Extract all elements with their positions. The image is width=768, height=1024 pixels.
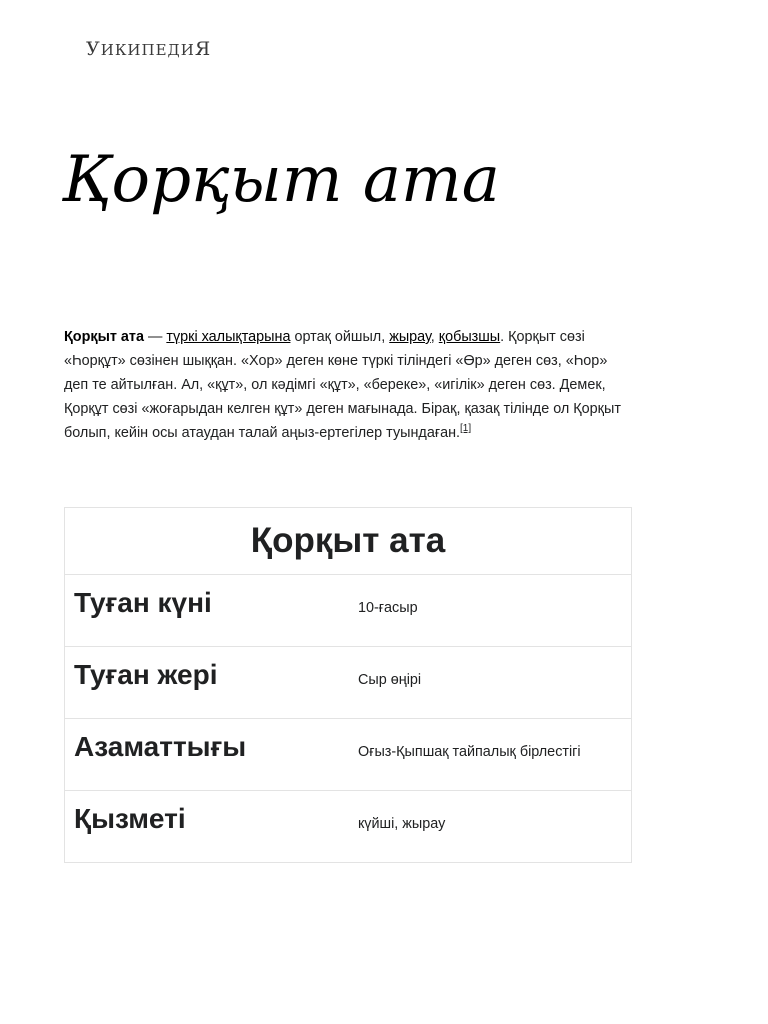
page-title: Қорқыт ата (62, 143, 500, 217)
infobox-label: Азаматтығы (74, 731, 247, 762)
infobox-row-citizenship (65, 719, 631, 791)
infobox-value: 10-ғасыр (358, 600, 418, 616)
infobox-label: Қызметі (74, 803, 186, 834)
lead-subject: Қорқыт ата (64, 329, 144, 345)
link-kobyzshy[interactable]: қобызшы (438, 329, 501, 345)
link-zhyrau[interactable]: жырау (389, 329, 431, 345)
infobox-row-birth-place (65, 647, 631, 719)
link-turkic-peoples[interactable]: түркі халықтарына (166, 329, 291, 345)
infobox-label: Туған жері (74, 659, 218, 690)
lead-paragraph (64, 325, 634, 445)
infobox (64, 507, 632, 863)
logo-letter-first: У (86, 38, 101, 60)
infobox-value: Сыр өңірі (358, 672, 422, 688)
infobox-title: Қорқыт ата (65, 508, 631, 575)
infobox-label: Туған күні (74, 587, 212, 618)
lead-comma: , (430, 329, 439, 345)
lead-text-b: . Қорқыт сөзі «Һорқұт» сөзінен шыққан. «Хор» деген көне түркі тіліндегі «Өр» деген сөз, «Һор» деп те айтылған. Ал, «құт», ол кәдімгі «құт», «береке», «игілік» деген сөз. Демек, Қорқұт сөзі «жоғарыдан келген құт» деген мағынада. Бірақ, қазақ тілінде ол Қорқыт болып, кейін осы атаудан талай аңыз-ертегілер туындаған. (64, 329, 621, 441)
infobox-value: күйші, жырау (358, 816, 446, 832)
logo-letters-middle: ИКИПЕДИ (100, 41, 195, 59)
infobox-row-occupation (65, 791, 631, 862)
reference-link-1[interactable]: [1] (460, 423, 472, 435)
lead-dash: — (143, 329, 167, 345)
site-logo[interactable] (86, 38, 211, 60)
infobox-value: Оғыз-Қыпшақ тайпалық бірлестігі (358, 744, 581, 760)
reference-sup (460, 423, 471, 434)
logo-letter-last: Я (194, 38, 212, 60)
lead-text-a: ортақ ойшыл, (290, 329, 390, 345)
infobox-row-birth-date (65, 575, 631, 647)
